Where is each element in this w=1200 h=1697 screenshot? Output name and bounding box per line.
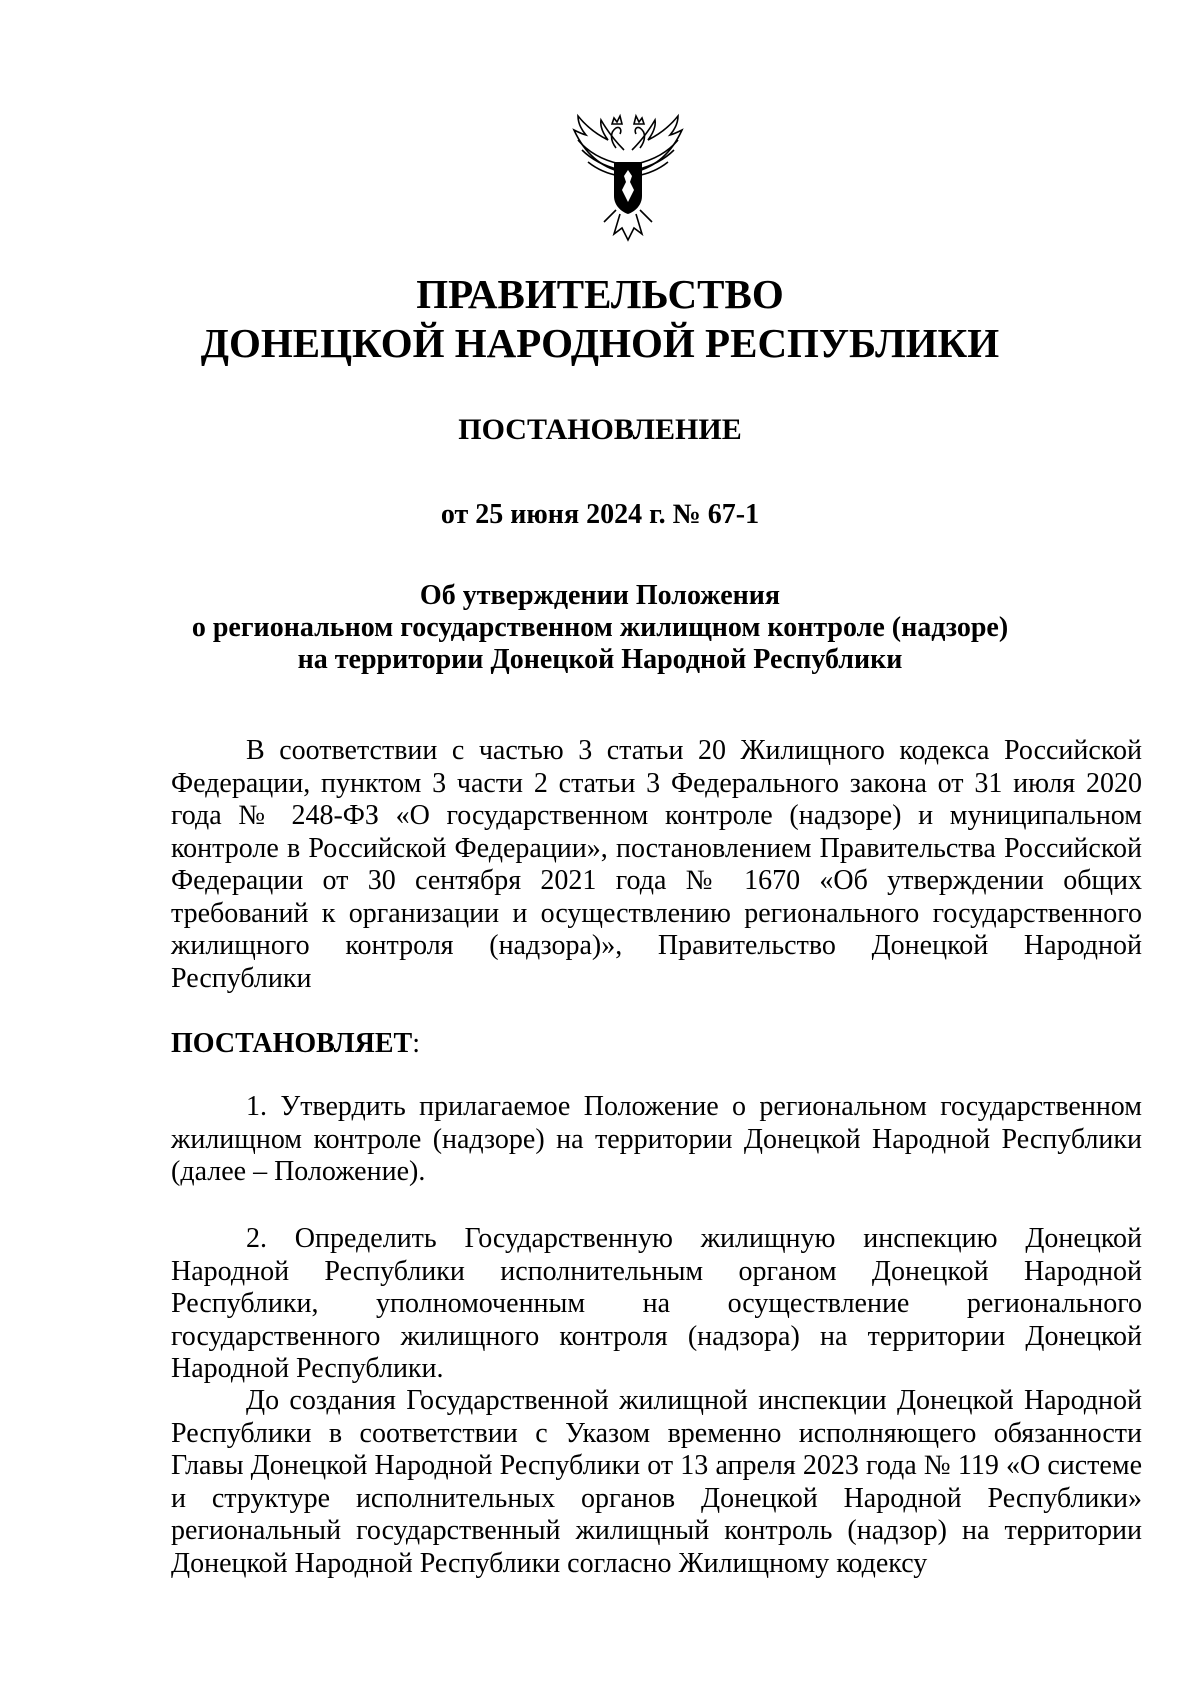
title-line-1: Об утверждении Положения bbox=[419, 580, 781, 611]
item-2-paragraph: 2. Определить Государственную жилищную инспекцию Донецкой Народной Республики исполнительным органом Донецкой Народной Республики, уполномоченным на осуществление регионального государственного жилищного контроля (надзора) на территории Донецкой Народной Республики. bbox=[171, 1223, 1142, 1384]
coat-of-arms-emblem bbox=[564, 110, 692, 250]
decree-word: ПОСТАНОВЛЯЕТ bbox=[171, 1028, 413, 1059]
organization-line-1: ПРАВИТЕЛЬСТВО bbox=[416, 271, 784, 317]
organization-line-2: ДОНЕЦКОЙ НАРОДНОЙ РЕСПУБЛИКИ bbox=[200, 320, 1000, 366]
decree-colon: : bbox=[412, 1028, 421, 1059]
document-title bbox=[0, 580, 1200, 676]
item-1-paragraph: 1. Утвердить прилагаемое Положение о региональном государственном жилищном контроле (надзоре) на территории Донецкой Народной Республики (далее – Положение). bbox=[171, 1091, 1142, 1187]
preamble-paragraph: В соответствии с частью 3 статьи 20 Жилищного кодекса Российской Федерации, пунктом 3 части 2 статьи 3 Федерального закона от 31 июля 2020 года № 248-ФЗ «О государственном контроле (надзоре) и муниципальном контроле в Российской Федерации», постановлением Правительства Российской Федерации от 30 сентября 2021 года № 1670 «Об утверждении общих требований к организации и осуществлению регионального государственного жилищного контроля (надзора)», Правительство Донецкой Народной Республики bbox=[171, 735, 1142, 994]
organization-name bbox=[0, 270, 1200, 368]
document-type: ПОСТАНОВЛЕНИЕ bbox=[458, 413, 742, 446]
decree-heading bbox=[171, 1028, 1142, 1061]
item-2-continuation-paragraph: До создания Государственной жилищной инспекции Донецкой Народной Республики в соответствии с Указом временно исполняющего обязанности Главы Донецкой Народной Республики от 13 апреля 2023 года № 119 «О системе и структуре исполнительных органов Донецкой Народной Республики» региональный государственный жилищный контроль (надзор) на территории Донецкой Народной Республики согласно Жилищному кодексу bbox=[171, 1385, 1142, 1579]
document-date-number: от 25 июня 2024 г. № 67-1 bbox=[440, 499, 760, 530]
title-line-2: о региональном государственном жилищном контроле (надзоре) bbox=[191, 612, 1009, 643]
title-line-3: на территории Донецкой Народной Республики bbox=[297, 644, 903, 675]
